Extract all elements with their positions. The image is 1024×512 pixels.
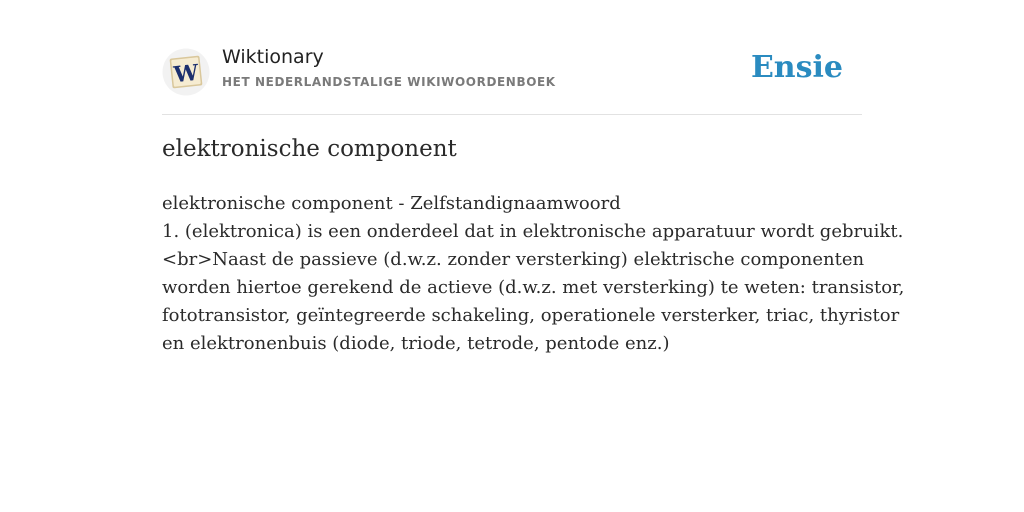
definition-text — [162, 190, 905, 358]
definition-line: worden hiertoe gerekend de actieve (d.w.z. met versterking) te weten: transistor, — [162, 277, 905, 298]
header — [162, 44, 862, 115]
logo-letter: W — [172, 59, 200, 89]
definition-line: fototransistor, geïntegreerde schakeling, operationele versterker, triac, thyristor — [162, 305, 900, 326]
ensie-brand-link[interactable]: Ensie — [750, 50, 843, 85]
definition-line: 1. (elektronica) is een onderdeel dat in elektronische apparatuur wordt gebruikt. — [162, 221, 904, 242]
definition-line: en elektronenbuis (diode, triode, tetrode, pentode enz.) — [162, 333, 670, 354]
page-title: elektronische component — [162, 136, 457, 162]
site-name[interactable]: Wiktionary — [222, 46, 324, 68]
site-tagline: HET NEDERLANDSTALIGE WIKIWOORDENBOEK — [222, 75, 556, 89]
definition-line: elektronische component - Zelfstandignaamwoord — [162, 193, 621, 214]
definition-line: <br>Naast de passieve (d.w.z. zonder versterking) elektrische componenten — [162, 249, 865, 270]
wiktionary-logo-icon[interactable] — [162, 48, 210, 96]
